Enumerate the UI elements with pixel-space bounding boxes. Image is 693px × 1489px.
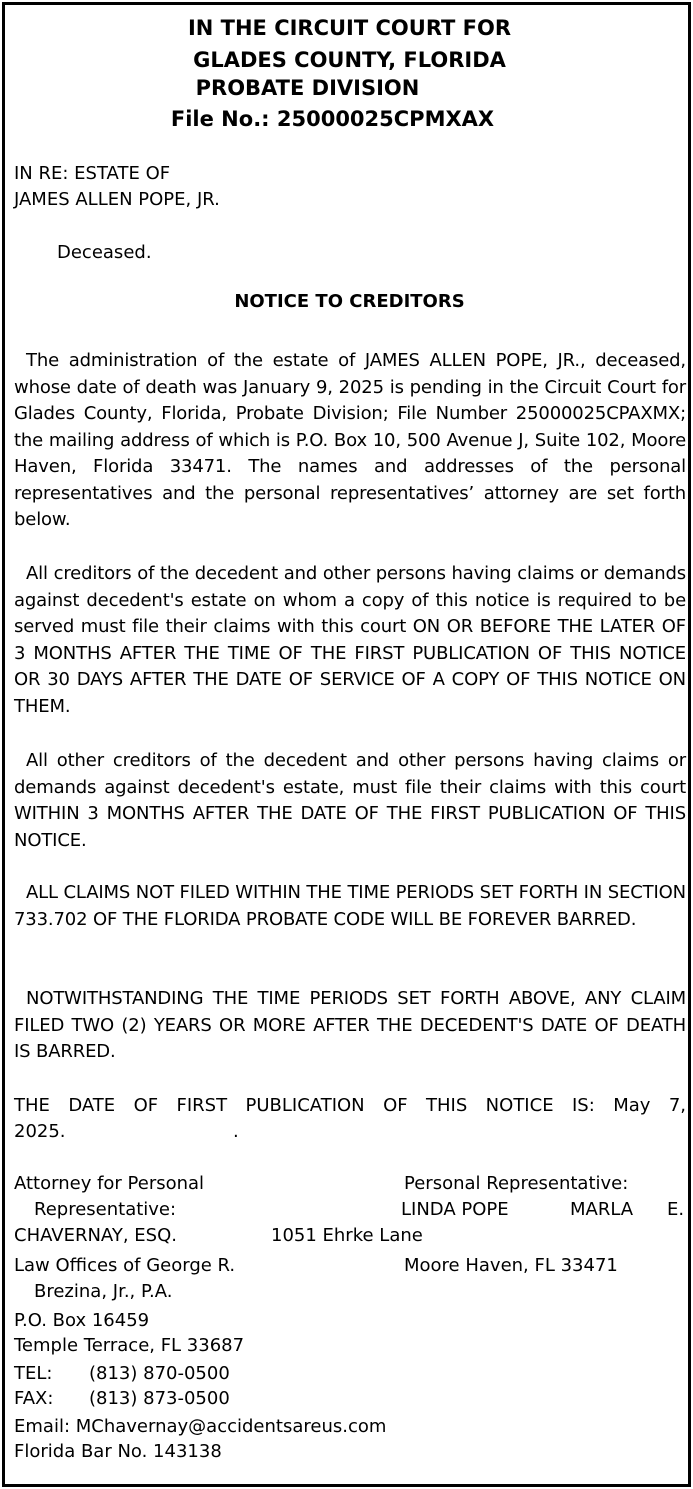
attorney-fax-label: FAX: bbox=[14, 1388, 54, 1409]
court-division: PROBATE DIVISION bbox=[195, 76, 420, 100]
paragraph-claims-barred: ALL CLAIMS NOT FILED WITHIN THE TIME PERIODS SET FORTH IN SECTION 733.702 OF THE FLORIDA PROBATE CODE WILL BE FOREVER BARRED. bbox=[14, 882, 686, 930]
legal-notice bbox=[2, 2, 691, 1487]
paragraph-creditors-served: All creditors of the decedent and other persons having claims or demands against decedent's estate on whom a copy of this notice is required to be served must file their claims with this court ON OR BEFORE THE LATER OF 3 MONTHS AFTER THE TIME OF THE FIRST PUBLICATION OF THIS NOTICE OR 30 DAYS AFTER THE DATE OF SERVICE OF A COPY OF THIS NOTICE ON THEM. bbox=[14, 563, 686, 717]
attorney-email: Email: MChavernay@accidentsareus.com bbox=[14, 1416, 387, 1437]
attorney-fax: (813) 873-0500 bbox=[89, 1388, 230, 1409]
attorney-tel-label: TEL: bbox=[14, 1363, 53, 1384]
attorney-tel: (813) 870-0500 bbox=[89, 1363, 230, 1384]
attorney-firm-line1: Law Offices of George R. bbox=[14, 1255, 236, 1276]
publication-date-line1: THE DATE OF FIRST PUBLICATION OF THIS NOTICE IS: May 7, bbox=[14, 1095, 686, 1116]
court-heading-line2: GLADES COUNTY, FLORIDA bbox=[193, 48, 506, 72]
publication-date-dot: . bbox=[233, 1121, 239, 1142]
representative-name: LINDA POPE bbox=[401, 1199, 509, 1220]
representative-label: Personal Representative: bbox=[404, 1173, 629, 1194]
attorney-name: CHAVERNAY, ESQ. bbox=[14, 1225, 177, 1246]
court-heading-line1: IN THE CIRCUIT COURT FOR bbox=[187, 16, 512, 40]
attorney-bar-number: Florida Bar No. 143138 bbox=[14, 1441, 222, 1462]
in-re-line: IN RE: ESTATE OF bbox=[14, 163, 171, 184]
publication-date-line2: 2025. bbox=[14, 1121, 66, 1142]
attorney-first-name: MARLA bbox=[570, 1199, 634, 1220]
attorney-po-box: P.O. Box 16459 bbox=[14, 1310, 150, 1331]
attorney-label-line1: Attorney for Personal bbox=[14, 1173, 205, 1194]
paragraph-other-creditors: All other creditors of the decedent and other persons having claims or demands against decedent's estate, must file their claims with this court WITHIN 3 MONTHS AFTER THE DATE OF THE FIRST PUBLICATION OF THIS NOTICE. bbox=[14, 750, 686, 851]
attorney-middle-initial: E. bbox=[667, 1199, 685, 1220]
representative-city: Moore Haven, FL 33471 bbox=[404, 1255, 618, 1276]
deceased-label: Deceased. bbox=[57, 242, 152, 263]
decedent-name: JAMES ALLEN POPE, JR. bbox=[14, 189, 220, 210]
attorney-label-line2: Representative: bbox=[34, 1199, 177, 1220]
representative-street: 1051 Ehrke Lane bbox=[271, 1225, 423, 1246]
attorney-city: Temple Terrace, FL 33687 bbox=[14, 1335, 245, 1356]
attorney-firm-line2: Brezina, Jr., P.A. bbox=[34, 1281, 173, 1302]
paragraph-notwithstanding: NOTWITHSTANDING THE TIME PERIODS SET FORTH ABOVE, ANY CLAIM FILED TWO (2) YEARS OR MORE AFTER THE DECEDENT'S DATE OF DEATH IS BARRED. bbox=[14, 988, 686, 1062]
file-number: File No.: 25000025CPMXAX bbox=[170, 107, 495, 131]
notice-title: NOTICE TO CREDITORS bbox=[234, 291, 465, 312]
paragraph-administration: The administration of the estate of JAMES ALLEN POPE, JR., deceased, whose date of death was January 9, 2025 is pending in the Circuit Court for Glades County, Florida, Probate Division; File Number 25000025CPAXMX; the mailing address of which is P.O. Box 10, 500 Avenue J, Suite 102, Moore Haven, Florida 33471. The names and addresses of the personal representatives and the personal representatives’ attorney are set forth below. bbox=[14, 350, 686, 530]
